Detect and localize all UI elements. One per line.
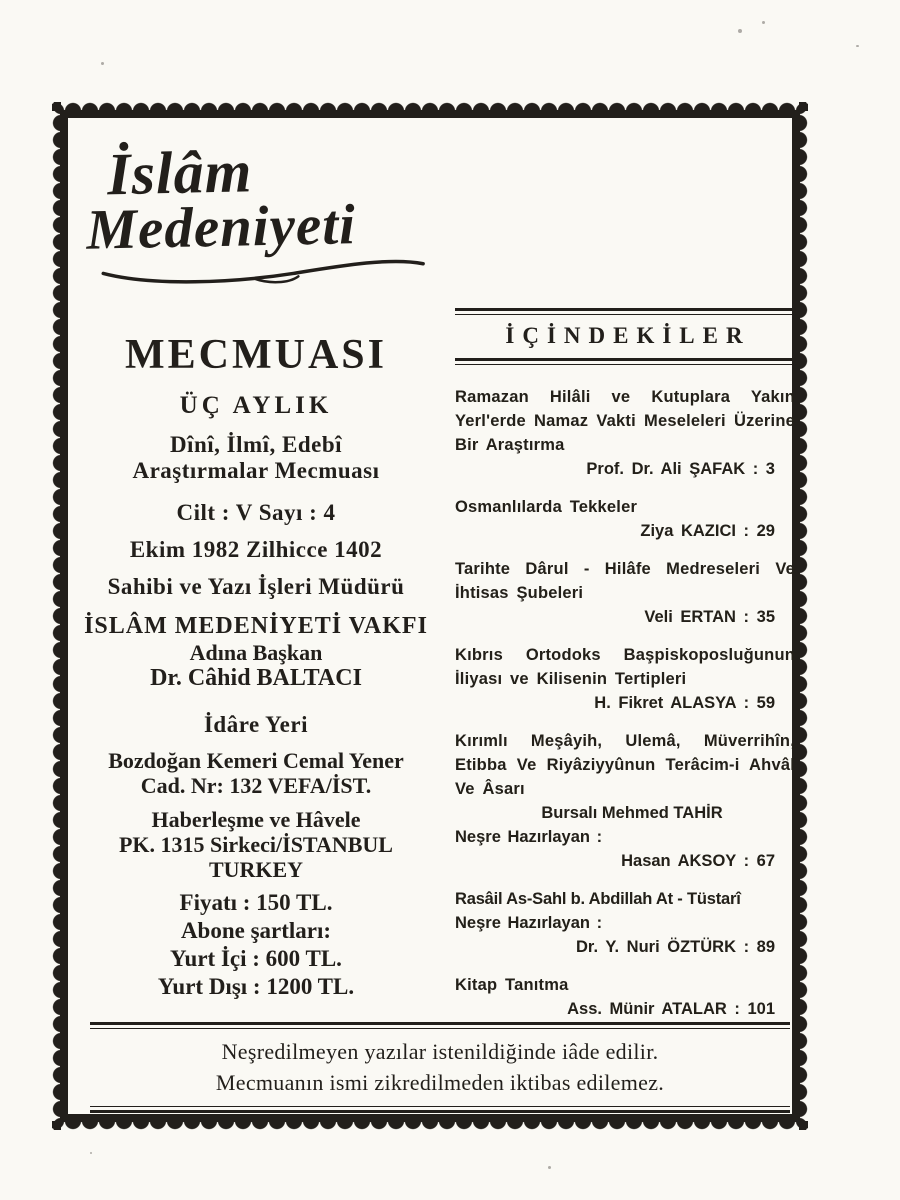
masthead-president: Dr. Câhid BALTACI	[150, 665, 362, 691]
scallop-border-top	[52, 102, 808, 111]
masthead-contact-heading: Haberleşme ve Hâvele	[151, 807, 361, 832]
contents-column	[455, 308, 795, 1035]
toc-entry	[455, 495, 795, 543]
toc-entry-note: Neşre Hazırlayan :	[455, 914, 603, 932]
toc-entry	[455, 385, 795, 481]
toc-entry-author: Ass. Münir ATALAR : 101	[567, 1000, 775, 1018]
masthead-on-behalf: Adına Başkan	[189, 640, 323, 665]
ornamental-frame	[60, 110, 800, 1122]
toc-entry-author: Prof. Dr. Ali ŞAFAK : 3	[586, 460, 775, 478]
masthead-address-line1: Bozdoğan Kemeri Cemal Yener	[108, 748, 404, 773]
masthead-subscription-heading: Abone şartları:	[180, 918, 332, 943]
toc-entry-title: Kırımlı Meşâyih, Ulemâ, Müverrihîn, Etibba Ve Riyâziyyûnun Terâcim-i Ahvâl Ve Âsarı	[455, 732, 795, 798]
footer-rule-top	[90, 1022, 790, 1029]
masthead-foundation: İSLÂM MEDENİYETİ VAKFI	[84, 613, 428, 639]
masthead-contact-line1: PK. 1315 Sirkeci/İSTANBUL	[118, 832, 393, 857]
scallop-border-bottom	[52, 1121, 808, 1130]
footer-rule-bottom	[90, 1106, 790, 1113]
toc-entry-title: Kitap Tanıtma	[455, 976, 569, 994]
toc-entry	[455, 973, 795, 1021]
scan-speck	[762, 21, 765, 24]
masthead-volume-issue: Cilt : V Sayı : 4	[176, 500, 336, 525]
toc-entry-title: Rasâil As-Sahl b. Abdillah At - Tüstarî	[455, 890, 741, 908]
toc-entry-title: Kıbrıs Ortodoks Başpiskoposluğunun İliyası ve Kilisenin Tertipleri	[455, 646, 795, 688]
footer-line-2: Mecmuanın ismi zikredilmeden iktibas edilemez.	[215, 1070, 665, 1095]
toc-entry	[455, 887, 795, 959]
toc-entry-title: Ramazan Hilâli ve Kutuplara Yakın Yerl'erde Namaz Vakti Meseleleri Üzerine Bir Araştırma	[455, 388, 795, 454]
masthead-subscription-domestic: Yurt İçi : 600 TL.	[170, 946, 342, 971]
contents-rule-bottom	[455, 358, 795, 365]
contents-list	[455, 385, 795, 1021]
toc-entry-note: Neşre Hazırlayan :	[455, 828, 603, 846]
masthead-subscription-foreign: Yurt Dışı : 1200 TL.	[157, 974, 355, 999]
scallop-border-left	[52, 102, 61, 1130]
scan-speck	[856, 45, 859, 47]
contents-heading: İÇİNDEKİLER	[505, 323, 751, 348]
toc-entry-author: Dr. Y. Nuri ÖZTÜRK : 89	[576, 938, 775, 956]
toc-entry-title: Osmanlılarda Tekkeler	[455, 498, 638, 516]
scan-speck	[738, 29, 742, 33]
masthead-subtitle-line1: Dînî, İlmî, Edebî	[169, 432, 343, 457]
scan-speck	[548, 1166, 551, 1169]
masthead-contact-line2: TURKEY	[208, 857, 304, 882]
toc-entry	[455, 729, 795, 873]
masthead-price: Fiyatı : 150 TL.	[179, 890, 333, 915]
masthead-date: Ekim 1982 Zilhicce 1402	[129, 537, 383, 562]
logo-line-1: İslâm	[106, 138, 253, 208]
masthead-owner-heading: Sahibi ve Yazı İşleri Müdürü	[107, 574, 405, 599]
magazine-logo	[85, 136, 448, 288]
toc-entry-author: Veli ERTAN : 35	[644, 608, 775, 626]
scan-speck	[90, 1152, 92, 1154]
toc-entry	[455, 643, 795, 715]
masthead-address-line2: Cad. Nr: 132 VEFA/İST.	[140, 773, 372, 798]
masthead-title: MECMUASI	[125, 332, 387, 378]
toc-entry-author: H. Fikret ALASYA : 59	[594, 694, 775, 712]
toc-entry-author: Ziya KAZICI : 29	[640, 522, 775, 540]
page-content	[68, 118, 795, 1114]
footer-text	[90, 1029, 790, 1106]
toc-entry-byline: Bursalı Mehmed TAHİR	[541, 804, 723, 822]
scallop-border-right	[799, 102, 808, 1130]
masthead-subtitle-line2: Araştırmalar Mecmuası	[132, 458, 380, 483]
footer-notice-box	[90, 1022, 790, 1113]
masthead-column	[82, 332, 430, 1001]
toc-entry	[455, 557, 795, 629]
footer-line-1: Neşredilmeyen yazılar istenildiğinde iâde edilir.	[221, 1039, 659, 1064]
contents-rule-top	[455, 308, 795, 315]
toc-entry-author: Hasan AKSOY : 67	[621, 852, 775, 870]
toc-entry-title: Tarihte Dârul - Hilâfe Medreseleri Ve İhtisas Şubeleri	[455, 560, 795, 602]
logo-line-2: Medeniyeti	[85, 193, 357, 262]
masthead-office-heading: İdâre Yeri	[203, 712, 308, 737]
masthead-frequency: ÜÇ AYLIK	[179, 392, 333, 419]
scan-speck	[101, 62, 104, 65]
